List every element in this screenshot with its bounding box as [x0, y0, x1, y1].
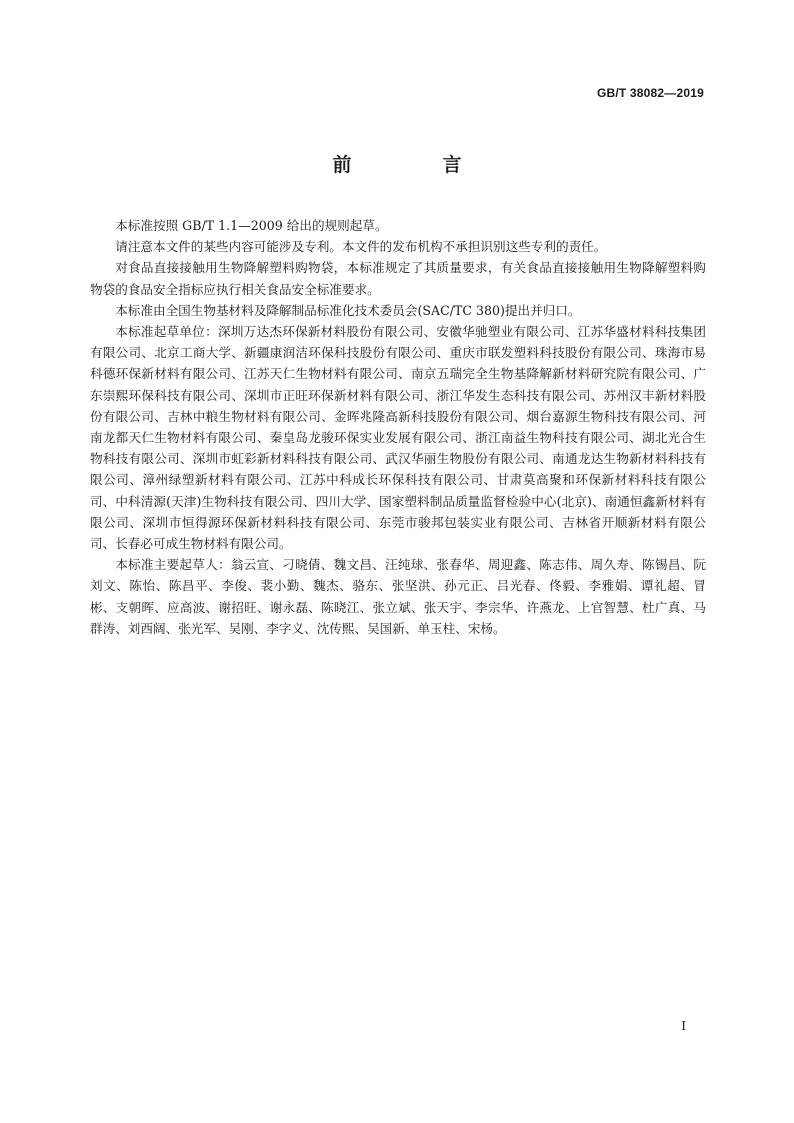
page-number: I [681, 1019, 686, 1033]
paragraph-patent-notice: 请注意本文件的某些内容可能涉及专利。本文件的发布机构不承担识别这些专利的责任。 [115, 239, 607, 255]
paragraph-scope: 对食品直接接触用生物降解塑料购物袋，本标准规定了其质量要求，有关食品直接接触用生物降解塑料购物袋的食品安全指标应执行相关食品安全标准要求。 [90, 260, 706, 297]
paragraph-drafters: 本标准主要起草人：翁云宣、刁晓倩、魏文昌、汪纯球、张春华、周迎鑫、陈志伟、周久寿、陈锡昌、阮刘文、陈怡、陈昌平、李俊、裴小勤、魏杰、骆东、张坚洪、孙元正、吕光春、佟毅、李雅娟、谭礼超、冒彬、支朝晖、应高波、谢招旺、谢永磊、陈晓江、张立斌、张天宇、李宗华、许燕龙、上官智慧、杜广真、马群涛、刘西阔、张光军、吴刚、李字义、沈传熙、吴国新、单玉柱、宋杨。 [90, 557, 706, 636]
paragraph-drafting-rules: 本标准按照 GB/T 1.1—2009 给出的规则起草。 [115, 218, 388, 233]
page-title: 前 言 [332, 154, 498, 176]
paragraph-committee: 本标准由全国生物基材料及降解制品标准化技术委员会(SAC/TC 380)提出并归口。 [115, 302, 581, 318]
foreword-body [90, 215, 706, 639]
paragraph-drafting-units: 本标准起草单位：深圳万达杰环保新材料股份有限公司、安徽华驰塑业有限公司、江苏华盛材料科技集团有限公司、北京工商大学、新疆康润洁环保科技股份有限公司、重庆市联发塑料科技股份有限公司、珠海市易科德环保新材料有限公司、江苏天仁生物材料有限公司、南京五瑞完全生物基降解新材料研究院有限公司、广东崇熙环保科技有限公司、深圳市正旺环保新材料有限公司、浙江华发生态科技有限公司、苏州汉丰新材料股份有限公司、吉林中粮生物材料有限公司、金晖兆隆高新科技股份有限公司、烟台嘉源生物科技有限公司、河南龙都天仁生物材料有限公司、秦皇岛龙骏环保实业发展有限公司、浙江南益生物科技有限公司、湖北光合生物科技有限公司、深圳市虹彩新材料科技有限公司、武汉华丽生物股份有限公司、南通龙达生物新材料科技有限公司、漳州绿塑新材料有限公司、江苏中科成长环保科技有限公司、甘肃莫高聚和环保新材料科技有限公司、中科清源(天津)生物科技有限公司、四川大学、国家塑料制品质量监督检验中心(北京)、南通恒鑫新材料有限公司、深圳市恒得源环保新材料科技有限公司、东莞市骏邦包装实业有限公司、吉林省开顺新材料有限公司、长春必可成生物材料有限公司。 [90, 324, 706, 552]
standard-code: GB/T 38082—2019 [596, 86, 704, 100]
